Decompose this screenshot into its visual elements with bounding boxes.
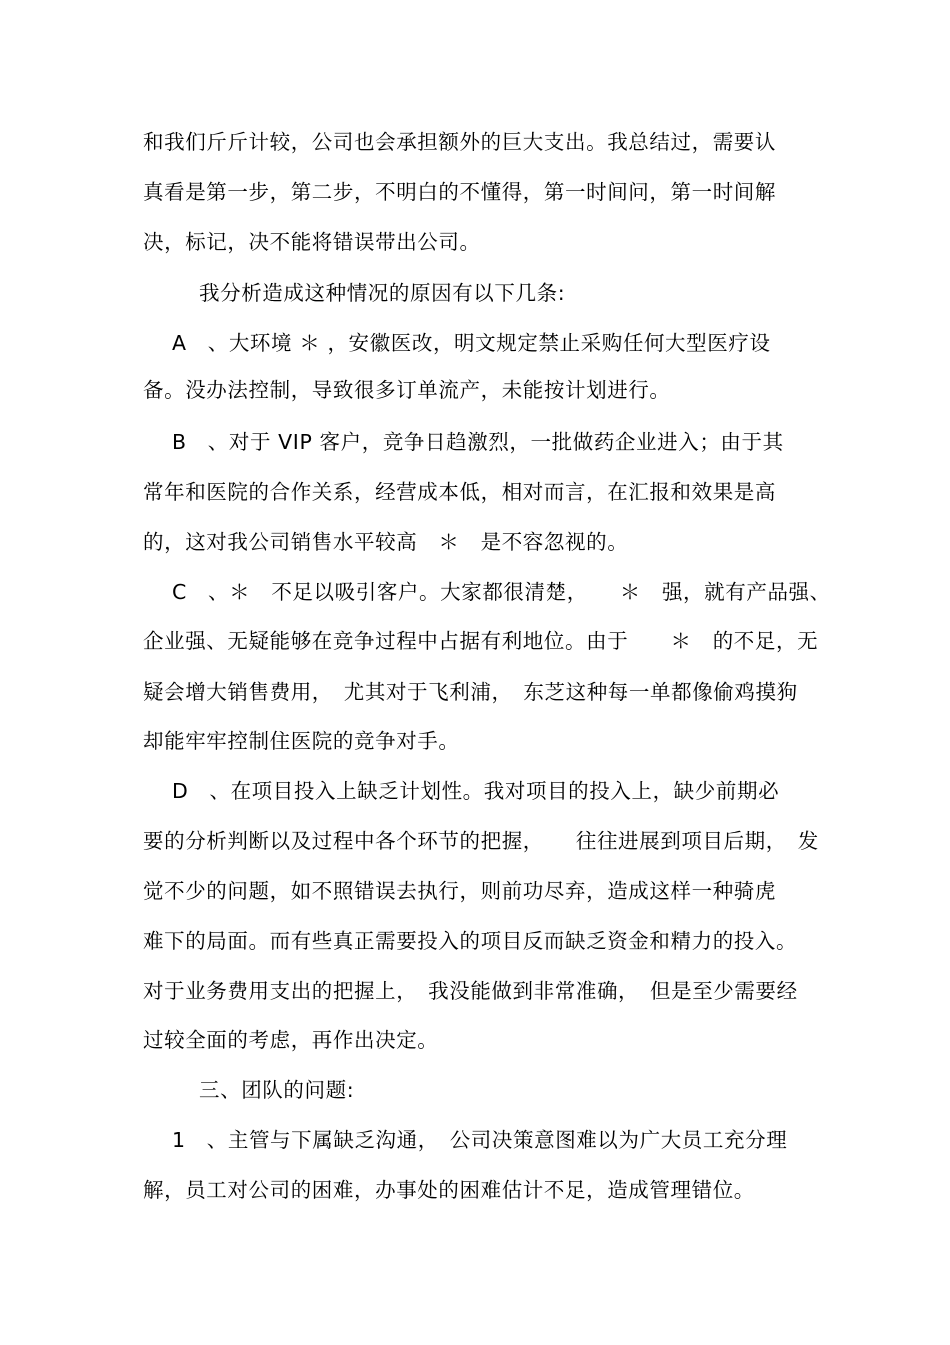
- list-item-b-line: B 、对于 VIP 客户，竞争日趋激烈，一批做药企业进入；由于其: [172, 430, 784, 454]
- list-item-a-line: A 、大环境 ＊ ，安徽医改，明文规定禁止采购任何大型医疗设: [172, 331, 771, 355]
- paragraph-line: 的，这对我公司销售水平较高 ＊ 是不容忽视的。: [143, 530, 629, 554]
- paragraph-line: 觉不少的问题，如不照错误去执行，则前功尽弃，造成这样一种骑虎: [143, 879, 776, 903]
- paragraph-line: 常年和医院的合作关系，经营成本低，相对而言，在汇报和效果是高: [143, 480, 776, 504]
- paragraph-line: 真看是第一步，第二步，不明白的不懂得，第一时间问，第一时间解: [143, 180, 776, 204]
- paragraph-line: 疑会增大销售费用， 尤其对于飞利浦， 东芝这种每一单都像偷鸡摸狗: [143, 680, 798, 704]
- paragraph-line: 备。没办法控制，导致很多订单流产，未能按计划进行。: [143, 378, 671, 402]
- paragraph-line: 难下的局面。而有些真正需要投入的项目反而缺乏资金和精力的投入。: [143, 929, 798, 953]
- paragraph-line: 却能牢牢控制住医院的竞争对手。: [143, 729, 460, 753]
- list-item-d-line: D 、在项目投入上缺乏计划性。我对项目的投入上，缺少前期必: [172, 779, 780, 803]
- paragraph-line: 对于业务费用支出的把握上， 我没能做到非常准确， 但是至少需要经: [143, 979, 798, 1003]
- paragraph-line: 和我们斤斤计较，公司也会承担额外的巨大支出。我总结过，需要认: [143, 130, 776, 154]
- paragraph-line: 我分析造成这种情况的原因有以下几条:: [199, 281, 566, 305]
- paragraph-line: 决，标记，决不能将错误带出公司。: [143, 230, 481, 254]
- paragraph-line: 解，员工对公司的困难，办事处的困难估计不足，造成管理错位。: [143, 1178, 755, 1202]
- paragraph-line: 企业强、无疑能够在竞争过程中占据有利地位。由于 ＊ 的不足，无: [143, 629, 819, 653]
- paragraph-line: 过较全面的考虑，再作出决定。: [143, 1028, 439, 1052]
- list-item-1-line: 1 、主管与下属缺乏沟通， 公司决策意图难以为广大员工充分理: [172, 1128, 788, 1152]
- list-item-c-line: C 、＊ 不足以吸引客户。大家都很清楚， ＊ 强，就有产品强、: [172, 580, 831, 604]
- paragraph-line: 要的分析判断以及过程中各个环节的把握， 往往进展到项目后期， 发: [143, 829, 819, 853]
- section-heading: 三、团队的问题:: [199, 1078, 355, 1102]
